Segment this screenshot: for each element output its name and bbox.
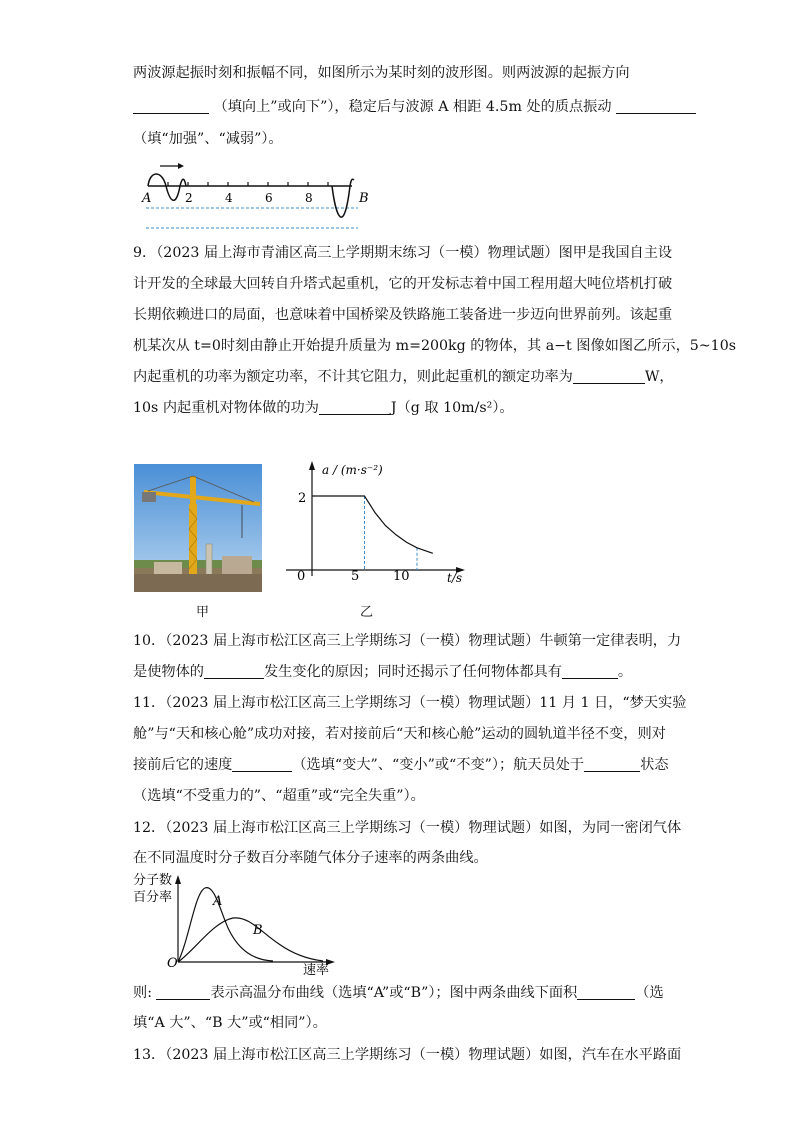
tick-label: 6	[265, 191, 273, 205]
crane-photo	[134, 464, 262, 592]
y-tick-label: 2	[298, 491, 307, 506]
q9-blank-power[interactable]	[573, 367, 645, 384]
q12-answer-line2: 填“A 大”、“B 大”或“相同”）。	[133, 1015, 327, 1031]
acceleration-curve	[312, 496, 433, 553]
q10-blank-2[interactable]	[562, 662, 618, 679]
q9-line4: 机某次从 t=0时刻由静止开始提升质量为 m=200kg 的物体，其 a−t 图像如图乙所示，5~10s	[133, 338, 736, 354]
tick-label: 8	[305, 191, 313, 205]
origin-label: 0	[297, 569, 306, 584]
q11-line1: 11．（2023 届上海市松江区高三上学期练习（一模）物理试题）11 月 1 日，“梦天实验	[133, 695, 687, 711]
y-axis-label-1: 分子数	[133, 873, 173, 888]
q9-line6: 10s 内起重机对物体做的功为 J（g 取 10m/s²）。	[133, 400, 514, 416]
q13-line1: 13．（2023 届上海市松江区高三上学期练习（一模）物理试题）如图，汽车在水平路面	[133, 1047, 682, 1063]
wave-a	[148, 174, 186, 200]
curve-a-label: A	[213, 894, 223, 909]
q12-blank-2[interactable]	[577, 983, 635, 1000]
q11-line4: （选填“不受重力的”、“超重”或“完全失重”）。	[133, 788, 425, 804]
q8-line1: 两波源起振时刻和振幅不同，如图所示为某时刻的波形图。则两波源的起振方向	[133, 65, 630, 81]
q8-blank-1[interactable]	[133, 97, 209, 114]
curve-b	[178, 918, 323, 962]
q9-line1: 9．（2023 届上海市青浦区高三上学期期末练习（一模）物理试题）图甲是我国自主设	[133, 245, 673, 261]
y-axis-label: a / (m·s⁻²)	[322, 463, 383, 477]
y-axis-arrow-icon	[175, 875, 181, 884]
q8-wave-figure	[138, 158, 378, 233]
q9-line3: 长期依赖进口的局面，也意味着中国桥梁及铁路施工装备进一步迈向世界前列。该起重	[133, 307, 673, 323]
speed-distribution-figure	[133, 870, 343, 978]
label-b: B	[359, 191, 369, 206]
label-a: A	[142, 191, 152, 206]
tick-label: 2	[185, 191, 193, 205]
curve-b-label: B	[253, 923, 263, 938]
q10-line2: 是使物体的 发生变化的原因；同时还揭示了任何物体都具有 。	[133, 664, 633, 680]
q12-line1: 12．（2023 届上海市松江区高三上学期练习（一模）物理试题）如图，为同一密闭气体	[133, 820, 682, 836]
q10-blank-1[interactable]	[204, 662, 264, 679]
q9-line5: 内起重机的功率为额定功率，不计其它阻力，则此起重机的额定功率为 W，	[133, 369, 674, 385]
x-tick-label-5: 5	[351, 569, 360, 584]
q8-line2: （填向上”或向下”），稳定后与波源 A 相距 4.5m 处的质点振动	[133, 92, 663, 124]
q11-line3: 接前后它的速度 （选填“变大”、“变小”或“不变”）；航天员处于 状态	[133, 757, 669, 773]
q9-line2: 计开发的全球最大回转自升塔式起重机，它的开发标志着中国工程用超大吨位塔机打破	[133, 276, 673, 292]
wave-b	[332, 179, 354, 217]
origin-label: O	[167, 956, 178, 971]
q12-blank-1[interactable]	[156, 983, 210, 1000]
q11-blank-2[interactable]	[584, 755, 640, 772]
arrow-right-icon	[178, 163, 184, 169]
tick-label: 4	[225, 191, 233, 205]
q8-line3: （填“加强”、“减弱”）。	[133, 131, 283, 147]
x-axis-label: t/s	[447, 571, 463, 585]
q10-line1: 10．（2023 届上海市松江区高三上学期练习（一模）物理试题）牛顿第一定律表明，力	[133, 633, 682, 649]
q8-blank-2[interactable]	[616, 97, 696, 114]
q12-line2: 在不同温度时分子数百分率随气体分子速率的两条曲线。	[133, 850, 488, 866]
y-axis-arrow-icon	[309, 461, 315, 470]
q9-blank-work[interactable]	[319, 398, 391, 415]
q11-blank-1[interactable]	[232, 755, 292, 772]
at-graph	[282, 458, 472, 588]
x-tick-label-10: 10	[393, 569, 410, 584]
y-axis-label-2: 百分率	[133, 890, 173, 905]
x-axis-label: 速率	[303, 963, 330, 978]
caption-jia: 甲	[196, 605, 210, 620]
caption-yi: 乙	[360, 605, 374, 620]
q12-answer-line1: 则: 表示高温分布曲线（选填“A”或“B”）；图中两条曲线下面积 （选	[133, 985, 664, 1001]
q11-line2: 舱”与“天和核心舱”成功对接，若对接前后“天和核心舱”运动的圆轨道半径不变，则对	[133, 726, 666, 742]
